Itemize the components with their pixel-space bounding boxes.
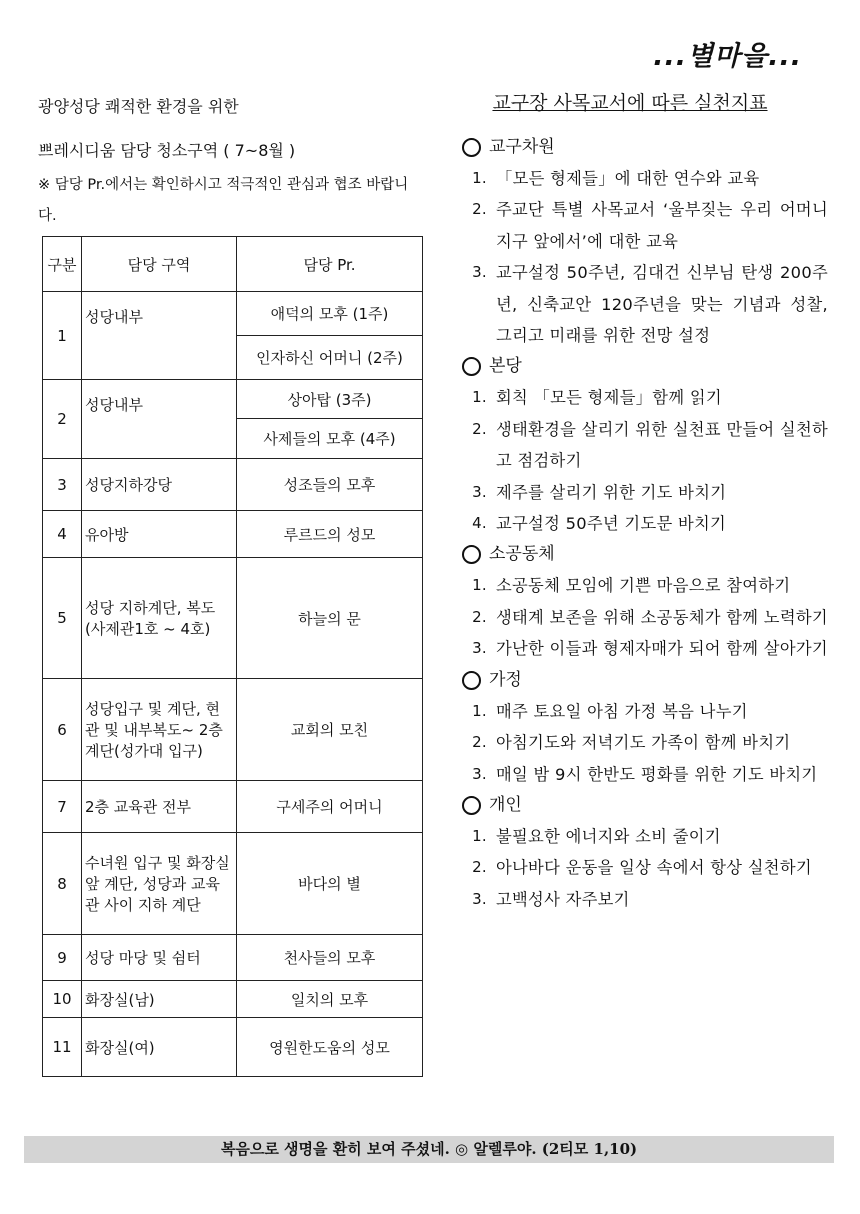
zone-area: 성당입구 및 계단, 현관 및 내부복도~ 2층계단(성가대 입구) [82,679,237,781]
section-title-text: 개인 [489,794,522,815]
guideline-item: 2. 주교단 특별 사목교서 ‘울부짖는 우리 어머니 지구 앞에서’에 대한 교육 [458,194,828,257]
guideline-item-text: 아침기도와 저녁기도 가족이 함께 바치기 [496,733,791,753]
zone-pr: 교회의 모친 [237,679,423,781]
header-pr: 담당 Pr. [237,237,423,292]
zone-area: 수녀원 입구 및 화장실 앞 계단, 성당과 교육관 사이 지하 계단 [82,833,237,935]
zone-pr: 루르드의 성모 [237,511,423,558]
table-row [43,935,423,981]
zone-pr: 사제들의 모후 (4주) [237,419,423,459]
newsletter-title: ...별마을... [653,41,802,72]
table-row [43,558,423,679]
header-area: 담당 구역 [82,237,237,292]
circle-bullet-icon [462,671,481,690]
table-row [43,833,423,935]
zone-pr: 영원한도움의 성모 [237,1018,423,1077]
table-row [43,781,423,833]
guideline-item: 2. 생태계 보존을 위해 소공동체가 함께 노력하기 [458,602,828,633]
zone-area: 화장실(여) [82,1018,237,1077]
guideline-item-text: 교구설정 50주년 기도문 바치기 [496,514,727,534]
zone-number: 3 [43,459,82,511]
zone-number: 11 [43,1018,82,1077]
guideline-item: 1. 소공동체 모임에 기쁜 마음으로 참여하기 [458,570,828,601]
table-row [43,679,423,781]
cleaning-zone-table [42,236,423,1077]
zone-pr: 애덕의 모후 (1주) [237,292,423,336]
section-title-text: 소공동체 [489,544,555,565]
guideline-item: 1. 불필요한 에너지와 소비 줄이기 [458,821,828,852]
guideline-item-text: 아나바다 운동을 일상 속에서 항상 실천하기 [496,858,812,878]
table-row [43,292,423,336]
table-row [43,981,423,1018]
guidelines-title: 교구장 사목교서에 따른 실천지표 [492,92,768,114]
circle-bullet-icon [462,357,481,376]
cleaning-note: ※ 담당 Pr.에서는 확인하시고 적극적인 관심과 협조 바랍니다. [38,177,409,224]
header-number: 구분 [43,237,82,292]
guideline-item-text: 가난한 이들과 형제자매가 되어 함께 살아가기 [496,639,828,659]
zone-number: 1 [43,292,82,380]
guideline-item: 1. 매주 토요일 아침 가정 복음 나누기 [458,696,828,727]
zone-area: 성당 지하계단, 복도 (사제관1호 ~ 4호) [82,558,237,679]
guideline-item: 4. 교구설정 50주년 기도문 바치기 [458,508,828,539]
guideline-item-text: 생태환경을 살리기 위한 실천표 만들어 실천하고 점검하기 [496,419,828,471]
section-title [458,132,828,163]
zone-number: 6 [43,679,82,781]
guideline-item: 2. 생태환경을 살리기 위한 실천표 만들어 실천하고 점검하기 [458,414,828,477]
guideline-section [458,351,828,539]
section-title [458,790,828,821]
guideline-item-text: 「모든 형제들」에 대한 연수와 교육 [496,169,760,188]
zone-pr: 인자하신 어머니 (2주) [237,336,423,380]
guideline-item: 3. 매일 밤 9시 한반도 평화를 위한 기도 바치기 [458,759,828,790]
guideline-item-text: 매일 밤 9시 한반도 평화를 위한 기도 바치기 [496,764,818,784]
guideline-item: 3. 가난한 이들과 형제자매가 되어 함께 살아가기 [458,633,828,664]
section-title [458,351,828,382]
guideline-item: 2. 아침기도와 저녁기도 가족이 함께 바치기 [458,727,828,758]
section-title [458,539,828,570]
cleaning-subtitle: 쁘레시디움 담당 청소구역 ( 7~8월 ) [38,141,296,160]
zone-pr: 하늘의 문 [237,558,423,679]
guideline-item: 2. 아나바다 운동을 일상 속에서 항상 실천하기 [458,852,828,883]
zone-area: 화장실(남) [82,981,237,1018]
zone-area: 성당내부 [82,292,237,380]
guideline-item-text: 불필요한 에너지와 소비 줄이기 [496,826,721,846]
guideline-item-text: 고백성사 자주보기 [496,889,630,909]
cleaning-section [38,88,423,232]
zone-area: 성당내부 [82,380,237,459]
guideline-item: 3. 제주를 살리기 위한 기도 바치기 [458,477,828,508]
section-title [458,665,828,696]
guideline-item-text: 소공동체 모임에 기쁜 마음으로 참여하기 [496,576,791,596]
guideline-section [458,665,828,790]
zone-number: 10 [43,981,82,1018]
table-row [43,459,423,511]
guideline-item: 3. 교구설정 50주년, 김대건 신부님 탄생 200주년, 신축교안 120주년을 맞는 기념과 성찰, 그리고 미래를 위한 전망 설정 [458,257,828,351]
zone-pr: 바다의 별 [237,833,423,935]
table-row [43,380,423,419]
guideline-item-text: 회칙 「모든 형제들」함께 읽기 [496,388,722,408]
guideline-item-text: 주교단 특별 사목교서 ‘울부짖는 우리 어머니 지구 앞에서’에 대한 교육 [496,200,828,251]
table-header-row [43,237,423,292]
zone-area: 유아방 [82,511,237,558]
section-title-text: 가정 [489,669,522,690]
circle-bullet-icon [462,138,481,157]
cleaning-title: 광양성당 쾌적한 환경을 위한 [38,97,239,116]
zone-pr: 구세주의 어머니 [237,781,423,833]
zone-area: 성당지하강당 [82,459,237,511]
zone-number: 2 [43,380,82,459]
footer-verse: 복음으로 생명을 환히 보여 주셨네. ◎ 알렐루야. (2티모 1,10) [24,1136,834,1163]
guideline-section [458,790,828,915]
section-title-text: 교구차원 [489,137,555,157]
zone-area: 성당 마당 및 쉼터 [82,935,237,981]
guideline-item-text: 제주를 살리기 위한 기도 바치기 [496,482,727,502]
guideline-item-text: 생태계 보존을 위해 소공동체가 함께 노력하기 [496,607,828,627]
zone-area: 2층 교육관 전부 [82,781,237,833]
zone-pr: 천사들의 모후 [237,935,423,981]
table-row [43,511,423,558]
guideline-section [458,132,828,351]
guideline-item: 1. 「모든 형제들」에 대한 연수와 교육 [458,163,828,194]
table-row [43,1018,423,1077]
guideline-section [458,539,828,664]
zone-number: 7 [43,781,82,833]
guideline-item-text: 매주 토요일 아침 가정 복음 나누기 [496,701,748,721]
guideline-item: 3. 고백성사 자주보기 [458,884,828,915]
circle-bullet-icon [462,796,481,815]
section-title-text: 본당 [489,356,522,377]
circle-bullet-icon [462,545,481,564]
zone-number: 5 [43,558,82,679]
zone-number: 4 [43,511,82,558]
guideline-item-text: 교구설정 50주년, 김대건 신부님 탄생 200주년, 신축교안 120주년을 맞는 기념과 성찰, 그리고 미래를 위한 전망 설정 [496,263,828,346]
zone-number: 9 [43,935,82,981]
guideline-item: 1. 회칙 「모든 형제들」함께 읽기 [458,382,828,413]
pastoral-guidelines [458,88,828,915]
zone-pr: 일치의 모후 [237,981,423,1018]
zone-pr: 상아탑 (3주) [237,380,423,419]
zone-pr: 성조들의 모후 [237,459,423,511]
zone-number: 8 [43,833,82,935]
